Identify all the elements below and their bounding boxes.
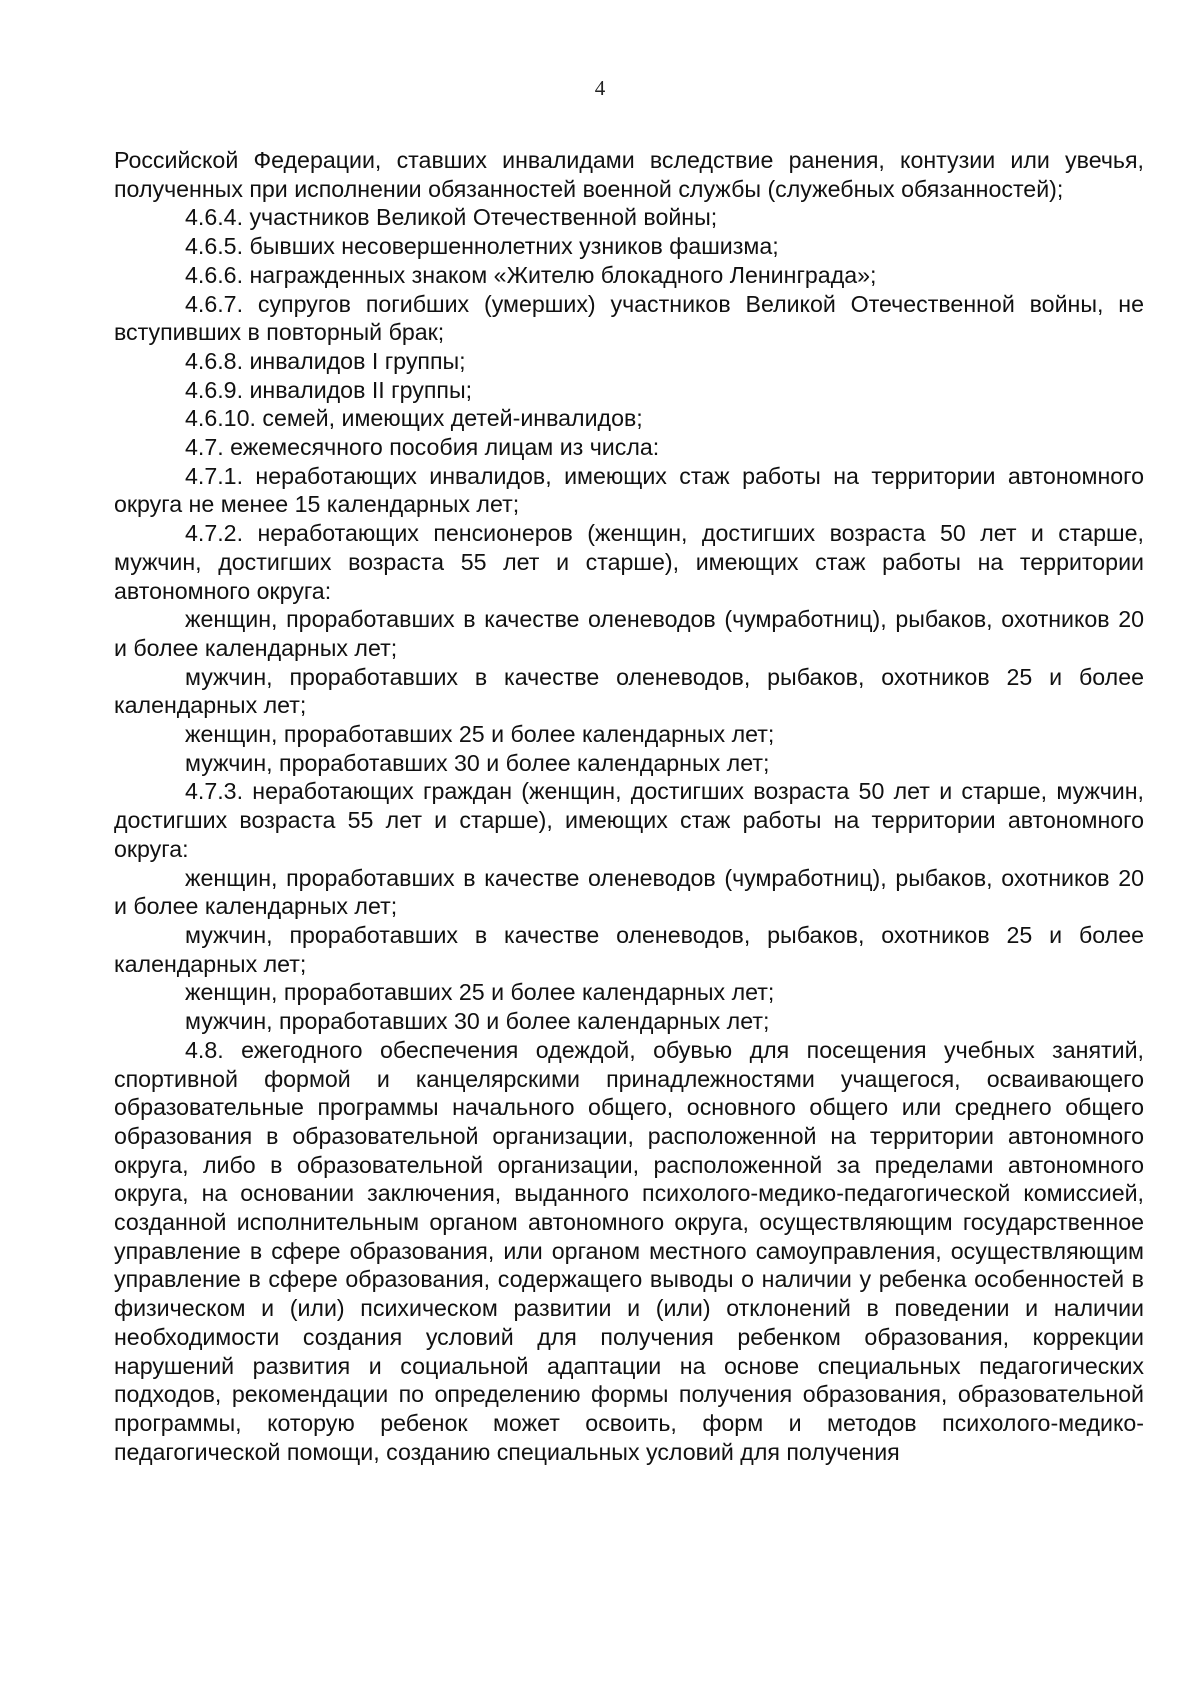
paragraph-4-6-8: 4.6.8. инвалидов I группы; [185, 347, 466, 374]
paragraph-4-6-7: 4.6.7. супругов погибших (умерших) участников Великой Отечественной войны, не вступивших в повторный брак; [114, 290, 1144, 346]
paragraph-4-7-1: 4.7.1. неработающих инвалидов, имеющих стаж работы на территории автономного округа не менее 15 календарных лет; [114, 462, 1144, 518]
paragraph-4-6-9: 4.6.9. инвалидов II группы; [185, 376, 473, 403]
paragraph-4-7: 4.7. ежемесячного пособия лицам из числа: [185, 434, 660, 461]
document-body [114, 146, 1144, 1466]
paragraph-4-7-2-men-reindeer: мужчин, проработавших в качестве оленеводов, рыбаков, охотников 25 и более календарных лет; [114, 663, 1144, 719]
paragraph-4-7-2-women-general: женщин, проработавших 25 и более календарных лет; [185, 721, 775, 748]
paragraph-4-7-3: 4.7.3. неработающих граждан (женщин, достигших возраста 50 лет и старше, мужчин, достигших возраста 55 лет и старше), имеющих стаж работы на территории автономного округа: [114, 778, 1144, 862]
page-number: 4 [594, 76, 606, 100]
paragraph-4-6-4: 4.6.4. участников Великой Отечественной войны; [185, 204, 718, 231]
paragraph-4-7-3-women-general: женщин, проработавших 25 и более календарных лет; [185, 979, 775, 1006]
paragraph-4-7-2-men-general: мужчин, проработавших 30 и более календарных лет; [185, 749, 770, 776]
paragraph-4-6-6: 4.6.6. награжденных знаком «Жителю блокадного Ленинграда»; [185, 261, 877, 288]
paragraph-4-7-2-women-reindeer: женщин, проработавших в качестве оленеводов (чумработниц), рыбаков, охотников 20 и более календарных лет; [114, 606, 1144, 661]
paragraph-4-6-10: 4.6.10. семей, имеющих детей-инвалидов; [185, 405, 643, 432]
paragraph-4-8: 4.8. ежегодного обеспечения одеждой, обувью для посещения учебных занятий, спортивной формой и канцелярскими принадлежностями учащегося, осваивающего образовательные программы начального общего, основного общего или среднего общего образования в образовательной организации, расположенной на территории автономного округа, либо в образовательной организации, расположенной за пределами автономного округа, на основании заключения, выданного психолого-медико-педагогической комиссией, созданной исполнительным органом автономного округа, осуществляющим государственное управление в сфере образования, или органом местного самоуправления, осуществляющим управление в сфере образования, содержащего выводы о наличии у ребенка особенностей в физическом и (или) психическом развитии и (или) отклонений в поведении и наличии необходимости создания условий для получения ребенком образования, коррекции нарушений развития и социальной адаптации на основе специальных педагогических подходов, рекомендации по определению формы получения образования, образовательной программы, которую ребенок может освоить, форм и методов психолого-медико-педагогической помощи, созданию специальных условий для получения [114, 1036, 1144, 1465]
paragraph-continuation: Российской Федерации, ставших инвалидами вследствие ранения, контузии или увечья, полученных при исполнении обязанностей военной службы (служебных обязанностей); [114, 147, 1144, 202]
paragraph-4-7-2: 4.7.2. неработающих пенсионеров (женщин, достигших возраста 50 лет и старше, мужчин, достигших возраста 55 лет и старше), имеющих стаж работы на территории автономного округа: [114, 520, 1144, 604]
paragraph-4-7-3-men-reindeer: мужчин, проработавших в качестве оленеводов, рыбаков, охотников 25 и более календарных лет; [114, 921, 1144, 977]
paragraph-4-6-5: 4.6.5. бывших несовершеннолетних узников фашизма; [185, 233, 779, 260]
paragraph-4-7-3-men-general: мужчин, проработавших 30 и более календарных лет; [185, 1008, 770, 1035]
paragraph-4-7-3-women-reindeer: женщин, проработавших в качестве оленеводов (чумработниц), рыбаков, охотников 20 и более календарных лет; [114, 864, 1144, 920]
